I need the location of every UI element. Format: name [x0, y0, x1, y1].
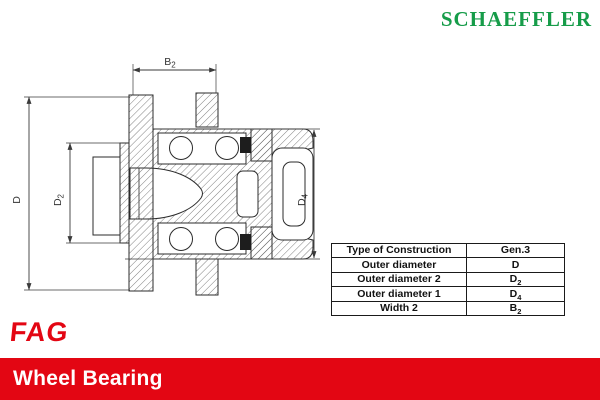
- inner-recess: [237, 171, 258, 217]
- technical-drawing: [0, 50, 340, 310]
- seal-top: [240, 137, 251, 153]
- d2-label: $D_2$: [52, 193, 66, 207]
- b2-label: $B_2$: [164, 56, 176, 70]
- spec-value: $B_2$: [467, 301, 565, 315]
- spec-value: D: [467, 258, 565, 272]
- spec-table: [331, 243, 565, 316]
- flange-step: [120, 143, 129, 243]
- d-label: D: [11, 196, 23, 204]
- schaeffler-logo: SCHAEFFLER: [440, 7, 592, 31]
- title-banner: [0, 358, 600, 400]
- table-row: [332, 301, 565, 315]
- fag-logo: FAG: [8, 317, 71, 347]
- table-row: [332, 272, 565, 286]
- ball-bottom-right: [216, 228, 239, 251]
- spec-value: $D_2$: [467, 272, 565, 286]
- spec-value: $D_4$: [467, 287, 565, 301]
- table-row: [332, 244, 565, 258]
- ball-top-left: [170, 137, 193, 160]
- spec-label: Outer diameter 2: [332, 272, 467, 286]
- stud-boss-top: [196, 93, 218, 127]
- ball-top-right: [216, 137, 239, 160]
- spec-label: Outer diameter 1: [332, 287, 467, 301]
- ball-bottom-left: [170, 228, 193, 251]
- spec-value: Gen.3: [467, 244, 565, 258]
- d4-label: $D_4$: [296, 193, 310, 207]
- bearing-cross-section: [0, 50, 340, 310]
- pilot: [93, 157, 120, 235]
- spec-label: Width 2: [332, 301, 467, 315]
- page-title: Wheel Bearing: [13, 367, 163, 390]
- wheel-flange: [129, 95, 153, 291]
- stud-boss-bottom: [196, 259, 218, 295]
- table-row: [332, 258, 565, 272]
- spec-label: Outer diameter: [332, 258, 467, 272]
- spec-label: Type of Construction: [332, 244, 467, 258]
- table-row: [332, 287, 565, 301]
- seal-bottom: [240, 234, 251, 250]
